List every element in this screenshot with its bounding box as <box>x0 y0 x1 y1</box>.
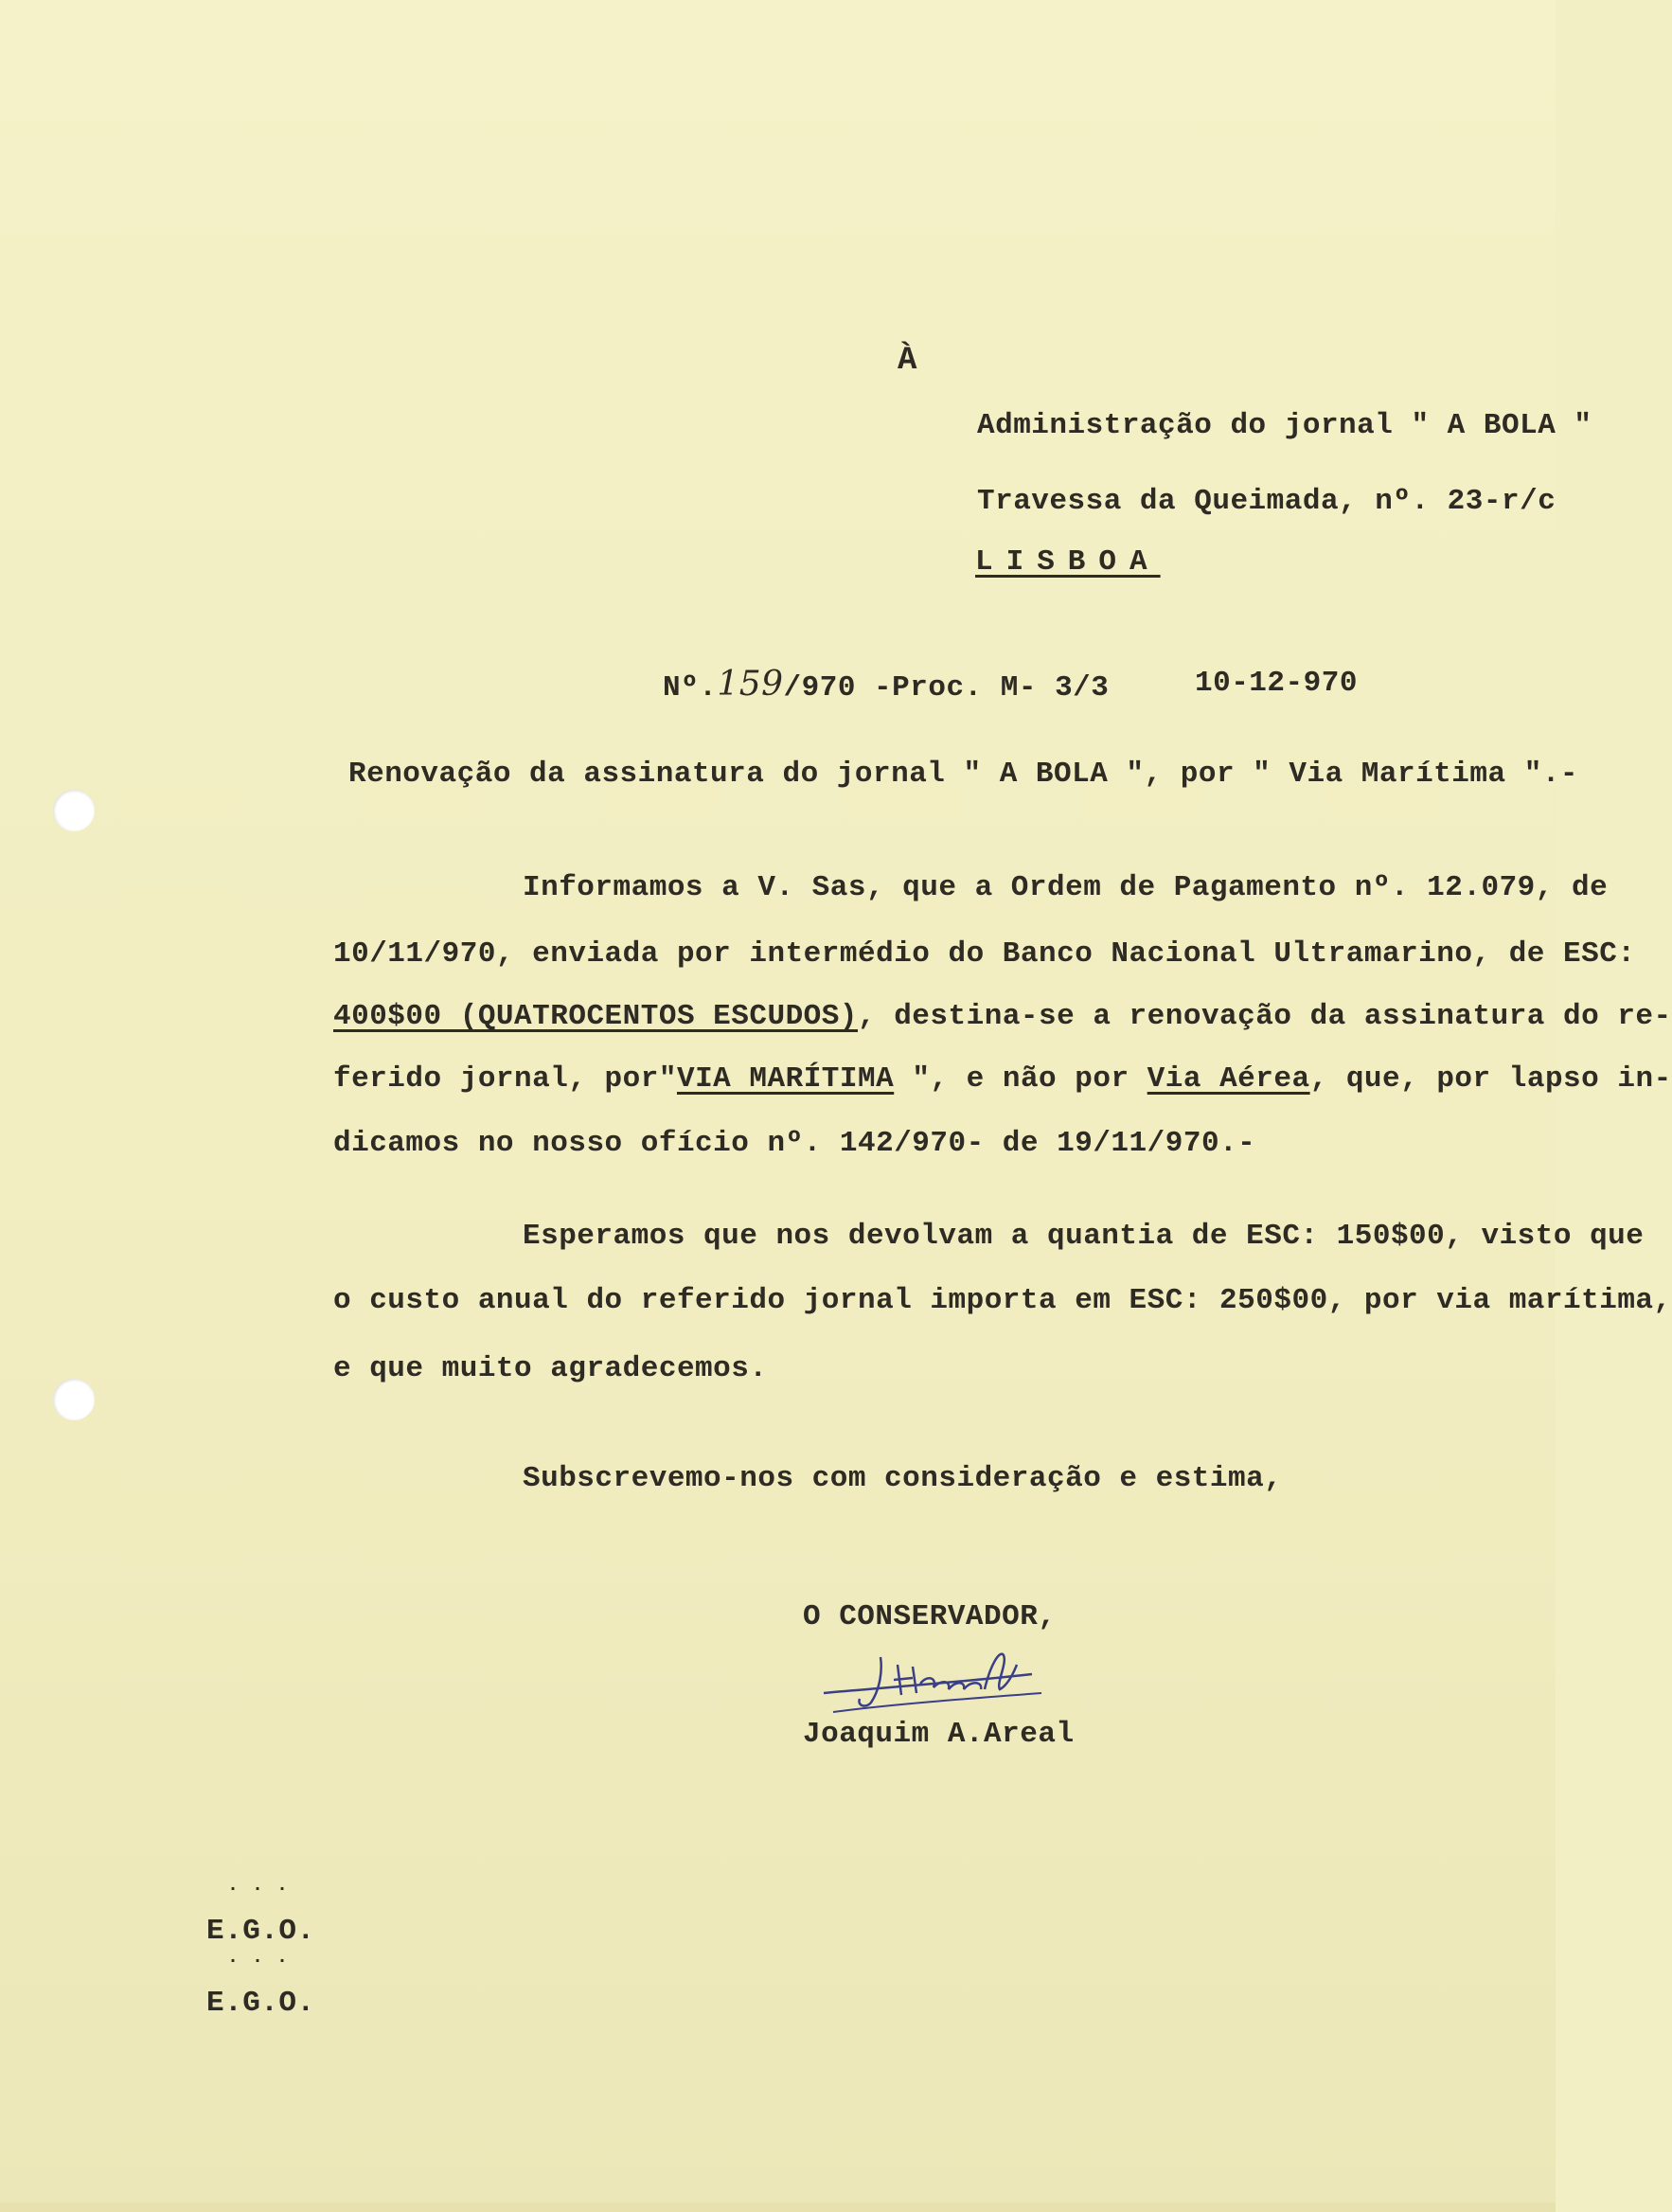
dots-row-2: ··· <box>227 1951 302 1972</box>
reference-prefix: Nº. <box>663 671 718 705</box>
subject-line: Renovação da assinatura do jornal " A BOLA ", por " Via Marítima ".- <box>348 758 1579 791</box>
para1-line4 <box>333 1062 1672 1096</box>
punch-hole-top <box>53 790 95 831</box>
para2-line3: e que muito agradecemos. <box>333 1352 768 1385</box>
para1-line2: 10/11/970, enviada por intermédio do Banco Nacional Ultramarino, de ESC: <box>333 937 1636 971</box>
para1-line1: Informamos a V. Sas, que a Ordem de Pagamento nº. 12.079, de <box>523 871 1609 904</box>
city-line: LISBOA <box>975 545 1161 579</box>
amount-underlined: 400$00 (QUATROCENTOS ESCUDOS) <box>333 1000 858 1033</box>
para1-line5: dicamos no nosso ofício nº. 142/970- de 19/11/970.- <box>333 1127 1256 1160</box>
signature <box>814 1636 1079 1731</box>
via-maritima-underlined: VIA MARÍTIMA <box>676 1062 895 1096</box>
via-aerea-underlined: Via Aérea <box>1147 1062 1310 1096</box>
reference-suffix: /970 -Proc. M- 3/3 <box>783 671 1110 705</box>
signer-title: O CONSERVADOR, <box>803 1600 1057 1633</box>
para2-line2: o custo anual do referido jornal importa em ESC: 250$00, por via marítima, <box>333 1284 1672 1317</box>
signer-name: Joaquim A.Areal <box>803 1718 1075 1751</box>
para2-line1: Esperamos que nos devolvam a quantia de ESC: 150$00, visto que <box>523 1220 1645 1253</box>
letter-date: 10-12-970 <box>1195 667 1358 700</box>
initials-2: E.G.O. <box>206 1987 315 2020</box>
dots-row-1: ··· <box>227 1879 302 1900</box>
addressee-prefix: À <box>898 343 917 379</box>
recipient-line: Administração do jornal " A BOLA " <box>977 409 1592 442</box>
paper-bottom-edge <box>0 2203 1556 2212</box>
para1-line4-c: , que, por lapso in- <box>1309 1062 1672 1096</box>
reference-handwritten-number: 159 <box>717 665 784 704</box>
para1-line3-rest: , destina-se a renovação da assinatura do re- <box>858 1000 1672 1033</box>
address-line: Travessa da Queimada, nº. 23-r/c <box>977 485 1556 518</box>
para1-line4-b: ", e não por <box>894 1062 1147 1096</box>
punch-hole-bottom <box>53 1379 95 1420</box>
para1-line4-a: ferido jornal, por" <box>333 1062 677 1096</box>
closing-line: Subscrevemo-nos com consideração e estima, <box>523 1462 1283 1495</box>
reference-number <box>663 665 1109 705</box>
initials-1: E.G.O. <box>206 1915 315 1948</box>
para1-line3 <box>333 1000 1672 1033</box>
